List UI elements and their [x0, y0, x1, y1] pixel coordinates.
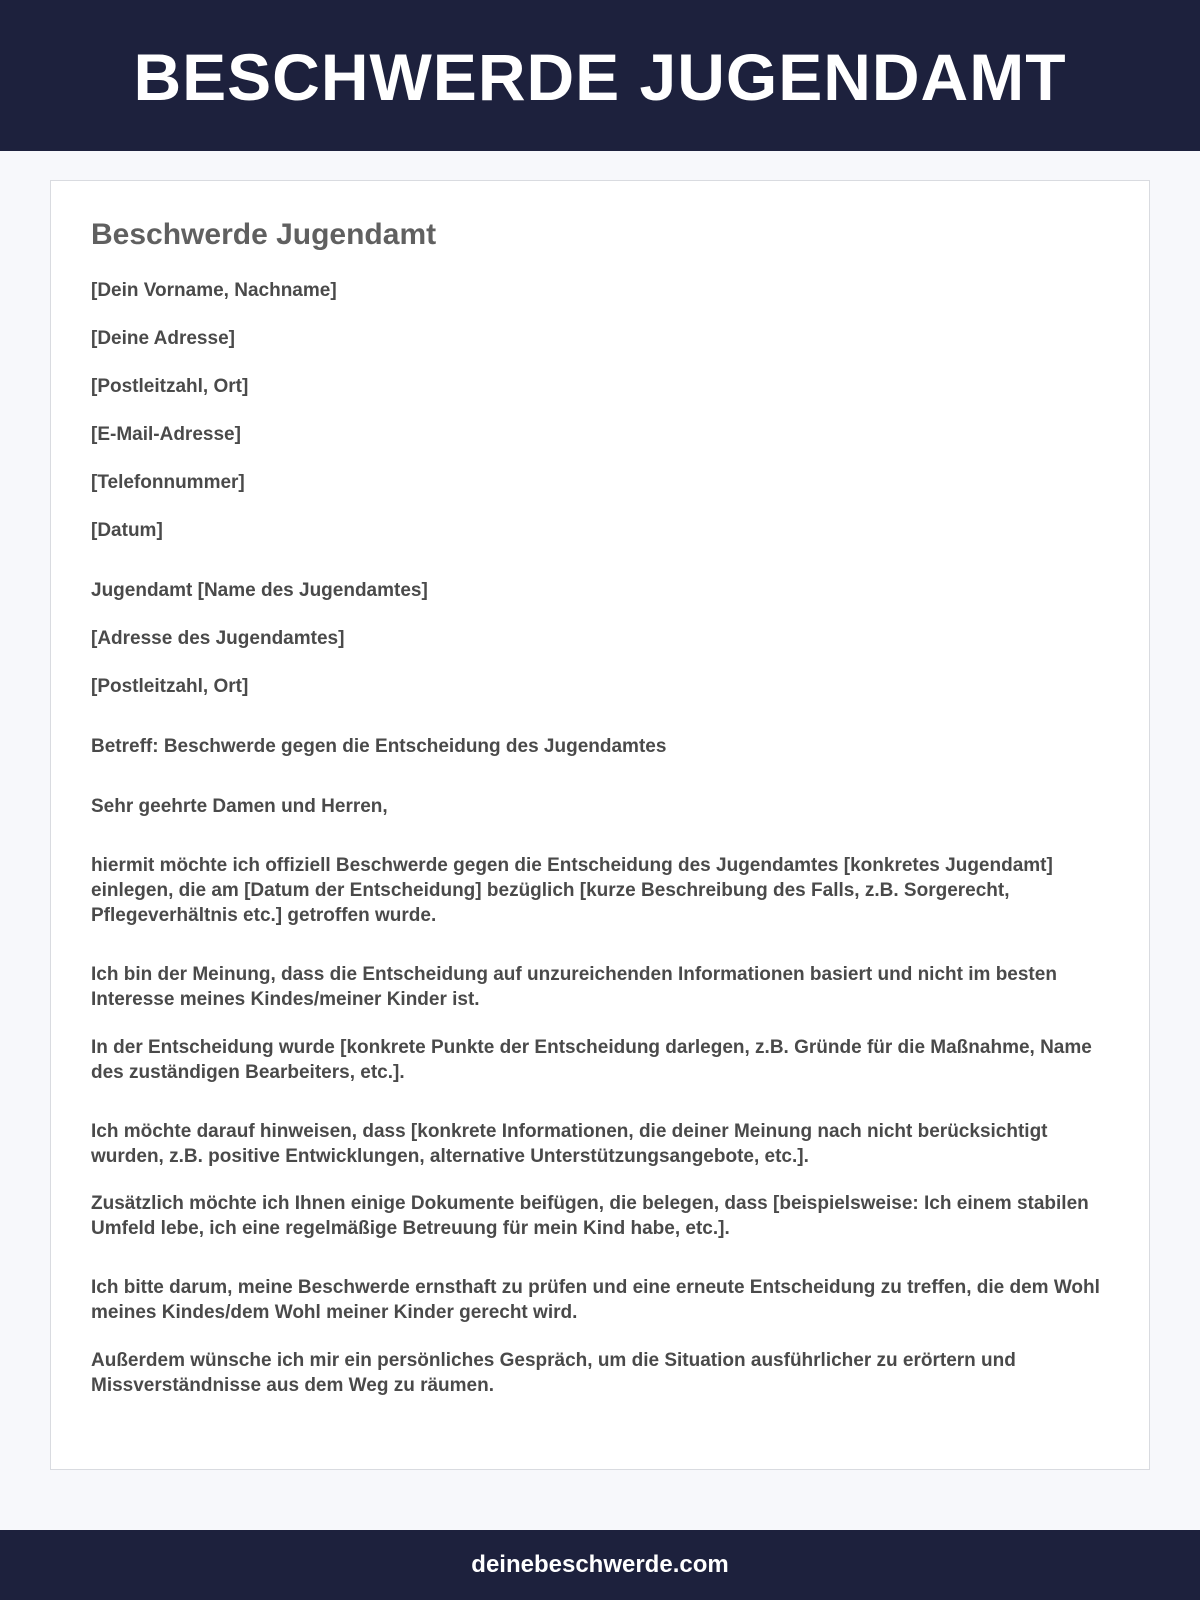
sender-email: [E-Mail-Adresse] [91, 424, 241, 445]
recipient-name: Jugendamt [Name des Jugendamtes] [91, 580, 428, 601]
footer-site-link[interactable]: deinebeschwerde.com [471, 1551, 729, 1578]
letter-paragraph: Ich möchte darauf hinweisen, dass [konkrete Informationen, die deiner Meinung nach nicht berücksichtigt wurden, z.B. positive Entwicklungen, alternative Unterstützungsangebote, etc.]. [91, 1121, 1048, 1167]
sender-address: [Deine Adresse] [91, 328, 235, 349]
letter-paragraph: hiermit möchte ich offiziell Beschwerde gegen die Entscheidung des Jugendamtes [konkretes Jugendamt] einlegen, die am [Datum der Entscheidung] bezüglich [kurze Beschreibung des Falls, z.B. Sorgerecht, Pflegeverhältnis etc.] getroffen wurde. [91, 855, 1053, 926]
letter-paragraph: In der Entscheidung wurde [konkrete Punkte der Entscheidung darlegen, z.B. Gründe für die Maßnahme, Name des zuständigen Bearbeiters, etc.]. [91, 1037, 1092, 1083]
sender-postal-city: [Postleitzahl, Ort] [91, 376, 249, 397]
letter-paragraph: Ich bin der Meinung, dass die Entscheidung auf unzureichenden Informationen basiert und nicht im besten Interesse meines Kindes/meiner Kinder ist. [91, 964, 1057, 1010]
letter-paragraph: Zusätzlich möchte ich Ihnen einige Dokumente beifügen, die belegen, dass [beispielsweise: Ich einem stabilen Umfeld lebe, ich eine regelmäßige Betreuung für mein Kind habe, etc.]. [91, 1193, 1089, 1239]
letter-paragraph: Außerdem wünsche ich mir ein persönliches Gespräch, um die Situation ausführlicher zu erörtern und Missverständnisse aus dem Weg zu räumen. [91, 1350, 1016, 1396]
letter-subject: Betreff: Beschwerde gegen die Entscheidung des Jugendamtes [91, 736, 667, 757]
letter-salutation: Sehr geehrte Damen und Herren, [91, 796, 388, 817]
page-title: BESCHWERDE JUGENDAMT [133, 39, 1067, 114]
letter-card [50, 180, 1150, 1470]
letter-date: [Datum] [91, 520, 163, 541]
letter-title: Beschwerde Jugendamt [91, 218, 437, 251]
sender-phone: [Telefonnummer] [91, 472, 245, 493]
recipient-postal-city: [Postleitzahl, Ort] [91, 676, 249, 697]
recipient-address: [Adresse des Jugendamtes] [91, 628, 345, 649]
page-footer [0, 1530, 1200, 1600]
page-header [0, 0, 1200, 151]
sender-name: [Dein Vorname, Nachname] [91, 280, 337, 301]
letter-paragraph: Ich bitte darum, meine Beschwerde ernsthaft zu prüfen und eine erneute Entscheidung zu treffen, die dem Wohl meines Kindes/dem Wohl meiner Kinder gerecht wird. [91, 1277, 1100, 1323]
